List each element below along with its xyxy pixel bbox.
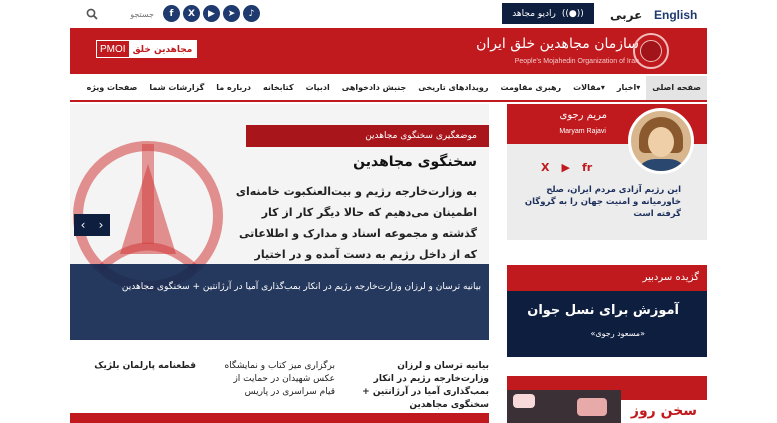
editor-pick-heading: گزیده سردبیر <box>507 265 707 291</box>
emblem-icon[interactable] <box>633 33 669 69</box>
slider-caption[interactable] <box>70 264 489 340</box>
nav-leadership[interactable]: رهبری مقاومت <box>500 83 562 92</box>
nav-about[interactable]: درباره ما <box>216 83 252 92</box>
language-english-link[interactable]: English <box>654 8 698 22</box>
nav-articles[interactable]: مقالات▾ <box>573 83 605 92</box>
language-arabic-link[interactable]: عربی <box>610 8 643 22</box>
site-header <box>70 28 707 74</box>
maryam-rajavi-card[interactable] <box>507 104 707 240</box>
youtube-icon[interactable]: ▶ <box>203 5 220 22</box>
nav-reports[interactable]: گزارشات شما <box>149 83 205 92</box>
news-section-bar <box>70 413 489 423</box>
search-input[interactable] <box>104 6 154 22</box>
slider-prev-button[interactable]: ‹ <box>74 214 92 236</box>
x-twitter-icon[interactable]: X <box>541 161 550 174</box>
nav-special[interactable]: صفحات ویژه <box>86 83 138 92</box>
search-icon[interactable] <box>86 8 98 20</box>
top-bar <box>0 0 777 28</box>
main-nav <box>86 76 707 100</box>
profile-social-links <box>541 161 592 174</box>
site-title[interactable]: سازمان مجاهدین خلق ایران <box>476 36 639 52</box>
nav-home[interactable]: صفحه اصلی <box>646 76 707 100</box>
nav-divider <box>70 100 707 102</box>
x-twitter-icon[interactable]: X <box>183 5 200 22</box>
news-item[interactable]: بیانیه ترسان و لرزان وزارت‌خارجه رژیم در انکار بمب‌گذاری آمیا در آرژانتین + سخنگوی مجاهدین <box>362 361 489 410</box>
slider-next-button[interactable]: › <box>92 214 110 236</box>
tile-badge: سخن روز <box>621 400 707 423</box>
nav-justice[interactable]: جنبش دادخواهی <box>341 83 407 92</box>
radio-mojahed-button[interactable] <box>502 3 594 24</box>
pmoi-logo[interactable] <box>96 40 197 58</box>
slider-caption-text[interactable]: بیانیه ترسان و لرزان وزارت‌خارجه رژیم در انکار بمب‌گذاری آمیا در آرژانتین + سخنگوی مجاهدین <box>121 282 481 292</box>
avatar <box>628 108 694 174</box>
nav-literature[interactable]: ادبیات <box>305 83 330 92</box>
nav-library[interactable]: کتابخانه <box>263 83 294 92</box>
facebook-icon[interactable]: f <box>163 5 180 22</box>
youtube-icon[interactable]: ▶ <box>561 161 570 174</box>
quote-of-day-tile[interactable] <box>507 376 707 423</box>
soundcloud-icon[interactable]: ♪ <box>243 5 260 22</box>
nav-news[interactable]: اخبار▾ <box>616 83 641 92</box>
radio-broadcast-icon: ((●)) <box>561 8 584 19</box>
nav-history[interactable]: رویدادهای تاریخی <box>418 83 489 92</box>
pmoi-logo-fa: مجاهدین خلق <box>129 41 197 57</box>
editor-pick-box[interactable] <box>507 265 707 357</box>
social-links <box>163 5 260 22</box>
editor-pick-author: «مسعود رجوی» <box>590 329 645 338</box>
news-item[interactable]: برگزاری میز کتاب و نمایشگاه عکس شهیدان در حمایت از قیام سراسری در پاریس <box>224 361 335 397</box>
profile-name-en: Maryam Rajavi <box>559 128 606 135</box>
news-item[interactable]: قطعنامه پارلمان بلژیک <box>94 361 196 371</box>
profile-name-fa: مریم رجوی <box>559 110 607 121</box>
profile-quote: این رژیم آزادی مردم ایران، صلح خاورمیانه و امنیت جهان را به گروگان گرفته است <box>524 185 681 219</box>
telegram-icon[interactable]: ➤ <box>223 5 240 22</box>
featured-slider[interactable] <box>70 104 489 340</box>
radio-label: رادیو مجاهد <box>512 8 556 19</box>
editor-pick-title[interactable]: آموزش برای نسل جوان <box>527 303 679 318</box>
website-fr-icon[interactable]: fr <box>581 161 593 174</box>
site-subtitle: People's Mojahedin Organization of Iran <box>514 58 639 65</box>
slider-body: به وزارت‌خارجه رژیم و بیت‌العنکبوت خامنه‌ای اطمینان می‌دهیم که حالا دیگر کار از کار گذشته و مجموعه اسناد و مدارک و اطلاعاتی که از داخل رژیم به دست آمده و در اختیار <box>235 185 477 261</box>
slider-heading: سخنگوی مجاهدین <box>353 154 477 170</box>
pmoi-logo-en: PMOI <box>97 41 129 57</box>
slider-banner: موضعگیری سخنگوی مجاهدین <box>246 125 489 147</box>
